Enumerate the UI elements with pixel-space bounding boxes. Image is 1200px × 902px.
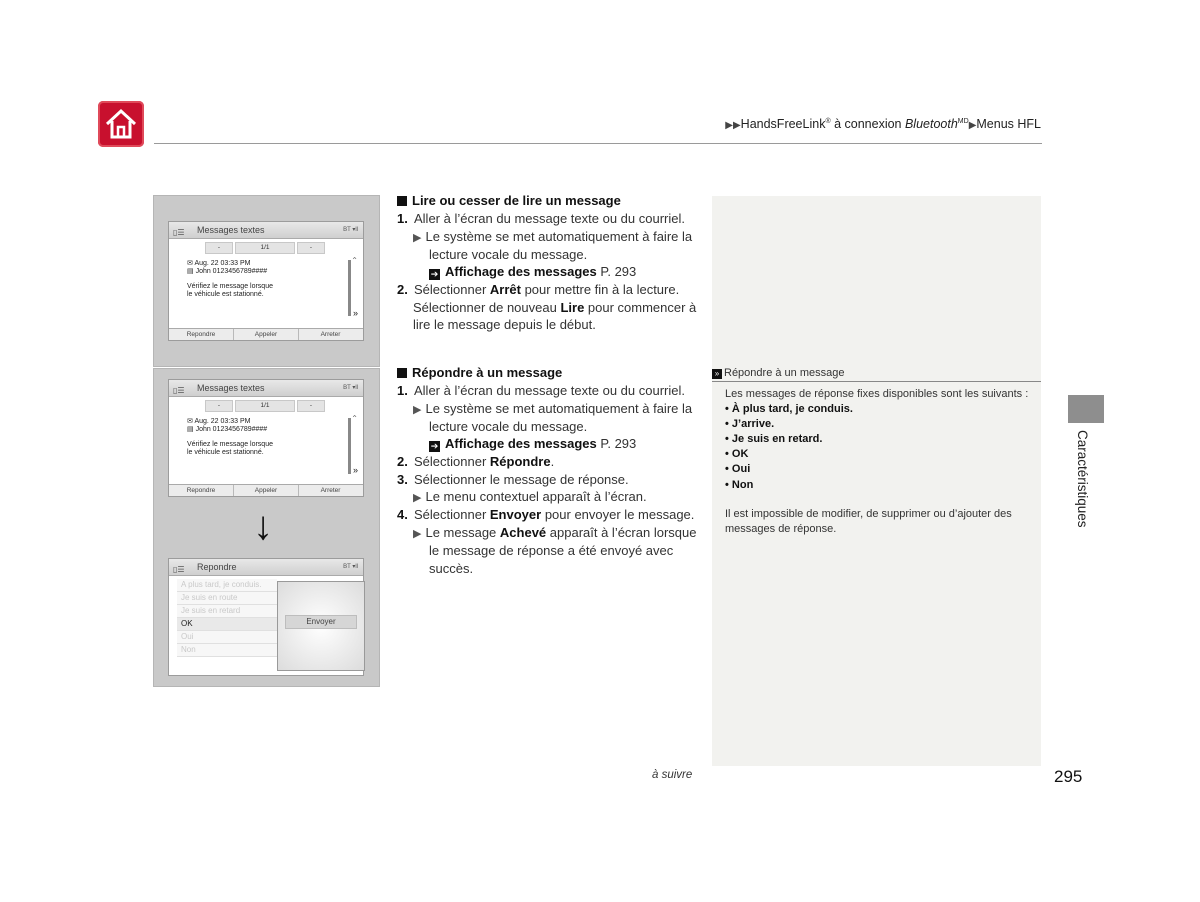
step-4-result-cont: succès.: [429, 561, 474, 576]
scrollbar[interactable]: [348, 260, 351, 316]
softkey-bar: [169, 328, 363, 340]
result-arrow-icon: ▶: [413, 232, 422, 244]
message-icon: ✉: [187, 418, 195, 425]
breadcrumb-link-menus[interactable]: Menus HFL: [976, 117, 1041, 131]
continued-label: à suivre: [652, 769, 693, 781]
chapter-tab-label[interactable]: Caractéristiques: [1075, 430, 1090, 528]
md-mark: MD: [957, 117, 969, 125]
context-popup: [277, 581, 365, 671]
messages-screen: [168, 379, 364, 497]
scroll-up-icon[interactable]: ⌃: [351, 256, 358, 265]
note-marker-icon: »: [712, 369, 722, 379]
reply-option[interactable]: Je suis en retard: [177, 605, 277, 618]
registered-mark: ®: [825, 117, 831, 125]
signal-icon: BT ▾ll: [343, 385, 358, 391]
messages-screen: [168, 221, 364, 341]
step-1-result-cont: lecture vocale du message.: [429, 247, 588, 262]
phone-icon: ▯☰: [173, 228, 185, 237]
message-date: ✉ Aug. 22 03:33 PM: [187, 260, 251, 267]
result-arrow-icon: ▶: [413, 528, 422, 540]
scrollbar[interactable]: [348, 418, 351, 474]
step-3-result: ▶ Le menu contextuel apparaît à l’écran.: [413, 489, 647, 504]
message-body-line: le véhicule est stationné.: [187, 291, 264, 298]
scroll-up-icon[interactable]: ⌃: [351, 414, 358, 423]
signal-icon: BT ▾ll: [343, 227, 358, 233]
screen-title: Messages textes: [197, 225, 265, 235]
screen-title-bar: [169, 380, 363, 397]
screen-title: Messages textes: [197, 383, 265, 393]
softkey-stop[interactable]: Arreter: [320, 331, 341, 338]
step-2: 2. Sélectionner Répondre.: [397, 454, 555, 469]
message-sender: ▤ John 0123456789####: [187, 268, 268, 275]
softkey-call[interactable]: Appeler: [234, 329, 299, 340]
reply-option[interactable]: Non: [177, 644, 277, 657]
step-1: 1. Aller à l’écran du message texte ou du courriel.: [397, 211, 685, 226]
step-1-result: ▶ Le système se met automatiquement à faire la: [413, 229, 693, 244]
pager-label: 1/1: [235, 242, 295, 254]
section-heading: Répondre à un message: [397, 365, 562, 380]
page-number: 295: [1054, 767, 1083, 786]
reply-option[interactable]: Je suis en route: [177, 592, 277, 605]
step-2-cont: lire le message depuis le début.: [413, 317, 596, 332]
screen-image-messages-1: [153, 195, 380, 367]
message-body-line: Vérifiez le message lorsque: [187, 283, 273, 290]
sidebar-option: • À plus tard, je conduis.: [725, 403, 853, 415]
scroll-down-icon[interactable]: »: [352, 465, 358, 475]
sidebar-notes-panel: [712, 196, 1041, 766]
message-body-line: Vérifiez le message lorsque: [187, 441, 273, 448]
breadcrumb-arrow-icon: ▶▶: [725, 120, 741, 131]
cross-reference-link[interactable]: ➔ Affichage des messages P. 293: [430, 264, 637, 279]
result-arrow-icon: ▶: [413, 404, 422, 416]
sidebar-note: Il est impossible de modifier, de supprimer ou d’ajouter des: [725, 508, 1012, 520]
breadcrumb-bluetooth: Bluetooth: [904, 117, 958, 131]
reply-option[interactable]: A plus tard, je conduis.: [177, 579, 277, 592]
sidebar-note: messages de réponse.: [725, 523, 837, 535]
sidebar-option: • Je suis en retard.: [725, 433, 823, 445]
step-1: 1. Aller à l’écran du message texte ou du courriel.: [397, 383, 685, 398]
screen-title-bar: [169, 559, 363, 576]
step-1-result: ▶ Le système se met automatiquement à faire la: [413, 401, 693, 416]
breadcrumb-arrow-icon: ▶: [968, 120, 977, 131]
message-icon: ✉: [187, 260, 195, 267]
sidebar-option: • J’arrive.: [725, 418, 775, 430]
pager: [205, 400, 329, 410]
breadcrumb: [725, 117, 1041, 131]
cross-reference-link[interactable]: ➔ Affichage des messages P. 293: [430, 436, 637, 451]
xref-arrow-icon: ➔: [430, 441, 439, 451]
contact-icon: ▤: [187, 268, 196, 275]
softkey-call[interactable]: Appeler: [234, 485, 299, 496]
breadcrumb-text: à connexion: [830, 117, 905, 131]
softkey-stop[interactable]: Arreter: [320, 487, 341, 494]
step-4-result-cont: le message de réponse a été envoyé avec: [429, 543, 674, 558]
reply-option[interactable]: Oui: [177, 631, 277, 644]
sidebar-title: » Répondre à un message: [712, 366, 1041, 382]
arrow-down-icon: ↓: [253, 504, 273, 548]
message-date: ✉ Aug. 22 03:33 PM: [187, 418, 251, 425]
step-4-result: ▶ Le message Achevé apparaît à l’écran lorsque: [413, 525, 697, 540]
screen-title-bar: [169, 222, 363, 239]
step-3: 3. Sélectionner le message de réponse.: [397, 472, 629, 487]
pager-next-button[interactable]: -: [297, 400, 325, 412]
chapter-tab-marker: [1068, 395, 1104, 423]
sidebar-option: • Non: [725, 479, 754, 491]
softkey-reply[interactable]: Repondre: [169, 329, 234, 340]
reply-option-selected[interactable]: OK: [177, 618, 277, 631]
pager: [205, 242, 329, 252]
step-4: 4. Sélectionner Envoyer pour envoyer le message.: [397, 507, 695, 522]
phone-icon: ▯☰: [173, 386, 185, 395]
softkey-reply[interactable]: Repondre: [169, 485, 234, 496]
pager-label: 1/1: [235, 400, 295, 412]
section-heading: Lire ou cesser de lire un message: [397, 193, 621, 208]
step-1-result-cont: lecture vocale du message.: [429, 419, 588, 434]
send-button[interactable]: Envoyer: [285, 615, 357, 629]
sidebar-option: • Oui: [725, 463, 751, 475]
pager-prev-button[interactable]: -: [205, 400, 233, 412]
result-arrow-icon: ▶: [413, 492, 422, 504]
pager-prev-button[interactable]: -: [205, 242, 233, 254]
step-2: 2. Sélectionner Arrêt pour mettre fin à la lecture.: [397, 282, 680, 297]
sidebar-intro: Les messages de réponse fixes disponibles sont les suivants :: [725, 388, 1029, 400]
contact-icon: ▤: [187, 426, 196, 433]
softkey-bar: [169, 484, 363, 496]
scroll-down-icon[interactable]: »: [352, 308, 358, 318]
reply-options-list: [177, 579, 277, 657]
reply-screen: [168, 558, 364, 676]
header-divider: [154, 143, 1042, 144]
home-button[interactable]: [98, 101, 144, 147]
signal-icon: BT ▾ll: [343, 564, 358, 570]
screen-title: Repondre: [197, 562, 237, 572]
home-icon: [104, 107, 138, 141]
xref-arrow-icon: ➔: [430, 269, 439, 279]
message-body: [187, 283, 273, 299]
pager-next-button[interactable]: -: [297, 242, 325, 254]
breadcrumb-link-hfl[interactable]: HandsFreeLink: [740, 117, 826, 131]
phone-icon: ▯☰: [173, 565, 185, 574]
message-body-line: le véhicule est stationné.: [187, 449, 264, 456]
step-2-cont: Sélectionner de nouveau Lire pour commencer à: [413, 300, 697, 315]
message-body: [187, 441, 273, 457]
message-sender: ▤ John 0123456789####: [187, 426, 268, 433]
sidebar-option: • OK: [725, 448, 749, 460]
